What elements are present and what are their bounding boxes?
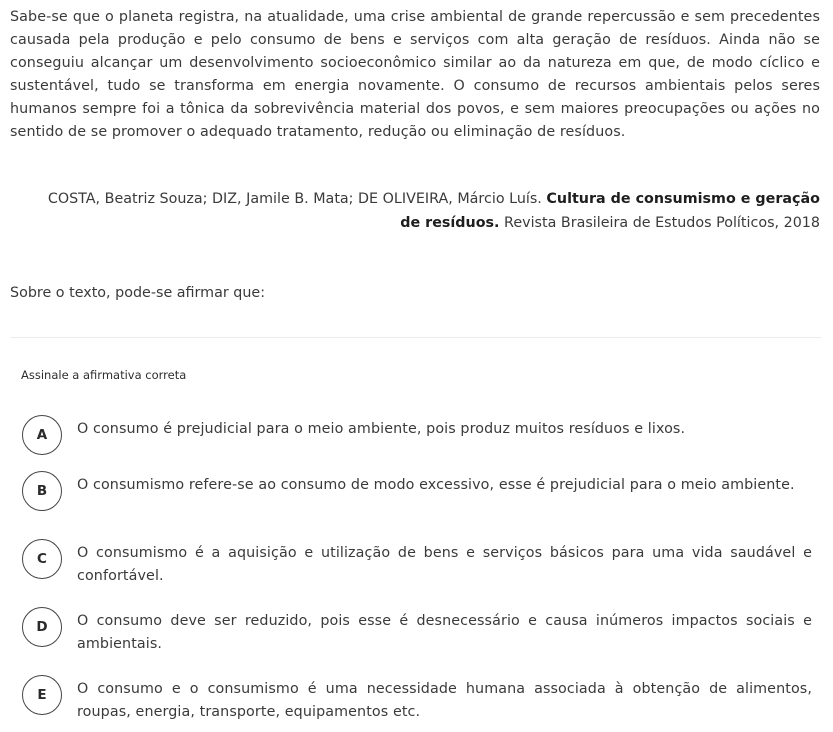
option-text: O consumismo refere-se ao consumo de modo excessivo, esse é prejudicial para o meio ambiente.: [77, 477, 795, 493]
option-text: O consumo deve ser reduzido, pois esse é desnecessário e causa inúmeros impactos sociais e ambientais.: [77, 613, 812, 652]
option-letter-badge[interactable]: E: [22, 675, 62, 715]
reading-passage: Sabe-se que o planeta registra, na atualidade, uma crise ambiental de grande repercussão e sem precedentes causada pela produção e pelo consumo de bens e serviços com alta geração de resíduos. Ainda não se conseguiu alcançar um desenvolvimento socioeconômico similar ao da natureza em que, de modo cíclico e sustentável, tudo se transforma em energia novamente. O consumo de recursos ambientais pelos seres humanos sempre foi a tônica da sobrevivência material dos povos, e sem maiores preocupações ou ações no sentido de se promover o adequado tratamento, redução ou eliminação de resíduos.: [10, 9, 820, 140]
option-d[interactable]: [22, 610, 812, 656]
question-prompt: Sobre o texto, pode-se afirmar que:: [10, 285, 266, 301]
option-letter-badge[interactable]: D: [22, 607, 62, 647]
divider: [10, 337, 821, 338]
citation-title: Cultura de consumismo e geração de resíduos.: [400, 191, 820, 231]
option-text: O consumo e o consumismo é uma necessidade humana associada à obtenção de alimentos, roupas, energia, transporte, equipamentos etc.: [77, 681, 812, 720]
citation: [40, 187, 820, 235]
citation-source: Revista Brasileira de Estudos Políticos, 2018: [504, 215, 820, 231]
option-c[interactable]: [22, 542, 812, 588]
option-e[interactable]: [22, 678, 812, 724]
option-letter-badge[interactable]: B: [22, 471, 62, 511]
option-letter-badge[interactable]: C: [22, 539, 62, 579]
answer-instruction: Assinale a afirmativa correta: [21, 368, 187, 382]
option-a[interactable]: [22, 418, 812, 455]
option-b[interactable]: [22, 474, 812, 511]
option-text: O consumismo é a aquisição e utilização de bens e serviços básicos para uma vida saudável e confortável.: [77, 545, 812, 584]
citation-authors: COSTA, Beatriz Souza; DIZ, Jamile B. Mata; DE OLIVEIRA, Márcio Luís.: [47, 191, 542, 207]
option-text: O consumo é prejudicial para o meio ambiente, pois produz muitos resíduos e lixos.: [77, 421, 686, 437]
option-letter-badge[interactable]: A: [22, 415, 62, 455]
